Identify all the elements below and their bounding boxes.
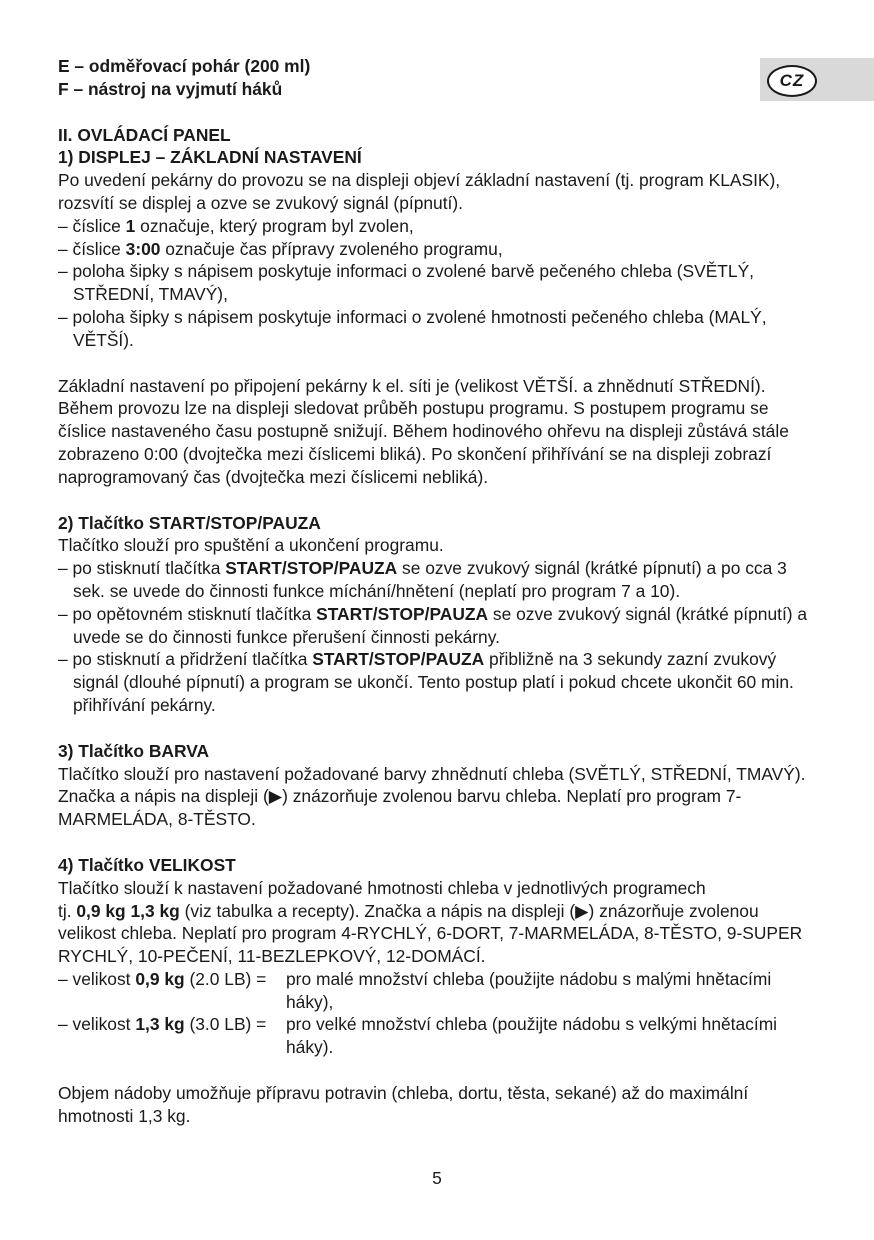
start-stop-item-3: – po stisknutí a přidržení tlačítka START/STOP/PAUZA přibližně na 3 sekundy zazní zvukový signál (dlouhé pípnutí) a program se ukončí. Tento postup platí i pokud chcete ukončit 60 min. přihřívání pekárny. bbox=[58, 649, 794, 715]
display-item-4: – poloha šipky s nápisem poskytuje informaci o zvolené hmotnosti pečeného chleba (MALÝ, VĚTŠÍ). bbox=[58, 306, 767, 350]
page-content bbox=[58, 55, 818, 1128]
size-row-large: – velikost 1,3 kg (3.0 LB) = pro velké množství chleba (použijte nádobu s velkými hnětacími háky). bbox=[58, 1014, 778, 1058]
barva-text: Tlačítko slouží pro nastavení požadované barvy zhnědnutí chleba (SVĚTLÝ, STŘEDNÍ, TMAVÝ). Značka a nápis na displeji (▶) znázorňuje zvolenou barvu chleba. Neplatí pro program 7-MARMELÁDA, 8-TĚSTO. bbox=[58, 763, 806, 830]
velikost-line-1: Tlačítko slouží k nastavení požadované hmotnosti chleba v jednotlivých programech bbox=[58, 877, 706, 898]
start-stop-item-1: – po stisknutí tlačítka START/STOP/PAUZA se ozve zvukový signál (krátké pípnutí) a po cca 3 sek. se uvede do činnosti funkce míchání/hnětení (neplatí pro program 7 a 10). bbox=[58, 558, 787, 601]
display-paragraph-2: Základní nastavení po připojení pekárny k el. síti je (velikost VĚTŠÍ. a zhnědnutí STŘEDNÍ). Během provozu lze na displeji sledovat průběh postupu programu. S postupem programu se číslice nastaveného času postupně snižují. Během hodinového ohřevu na displeji zůstává stále zobrazeno 0:00 (dvojtečka mezi číslicemi bliká). Po skončení přihřívání se na displeji zobrazí naprogramovaný čas (dvojtečka mezi číslicemi nebliká). bbox=[58, 375, 789, 487]
page-number: 5 bbox=[432, 1168, 442, 1188]
display-item-3: – poloha šipky s nápisem poskytuje informaci o zvolené barvě pečeného chleba (SVĚTLÝ, STŘEDNÍ, TMAVÝ), bbox=[58, 261, 755, 305]
size-row-small: – velikost 0,9 kg (2.0 LB) = pro malé množství chleba (použijte nádobu s malými hnětacími háky), bbox=[58, 968, 772, 1012]
velikost-closing: Objem nádoby umožňuje přípravu potravin (chleba, dortu, těsta, sekané) až do maximální hmotnosti 1,3 kg. bbox=[58, 1083, 749, 1126]
part-f: F – nástroj na vyjmutí háků bbox=[58, 78, 283, 99]
section-title: II. OVLÁDACÍ PANEL bbox=[58, 124, 231, 145]
velikost-line-2: tj. 0,9 kg 1,3 kg (viz tabulka a recepty). Značka a nápis na displeji (▶) znázorňuje zvolenou velikost chleba. Neplatí pro program 4-RYCHLÝ, 6-DORT, 7-MARMELÁDA, 8-TĚSTO, 9-SUPER RYCHLÝ, 10-PEČENÍ, 11-BEZLEPKOVÝ, 12-DOMÁCÍ. bbox=[58, 900, 803, 967]
display-item-2: – číslice 3:00 označuje čas přípravy zvoleného programu, bbox=[58, 238, 503, 259]
language-badge: CZ bbox=[767, 65, 817, 97]
velikost-heading: 4) Tlačítko VELIKOST bbox=[58, 854, 236, 875]
display-item-1: – číslice 1 označuje, který program byl zvolen, bbox=[58, 215, 414, 236]
start-stop-item-2: – po opětovném stisknutí tlačítka START/STOP/PAUZA se ozve zvukový signál (krátké pípnutí) a uvede se do činnosti funkce přerušení činnosti pekárny. bbox=[58, 603, 808, 647]
display-intro: Po uvedení pekárny do provozu se na displeji objeví základní nastavení (tj. program KLASIK), rozsvítí se displej a ozve se zvukový signál (pípnutí). bbox=[58, 170, 781, 213]
display-heading: 1) DISPLEJ – ZÁKLADNÍ NASTAVENÍ bbox=[58, 147, 362, 168]
part-e: E – odměřovací pohár (200 ml) bbox=[58, 56, 311, 76]
start-stop-intro: Tlačítko slouží pro spuštění a ukončení programu. bbox=[58, 535, 444, 556]
barva-heading: 3) Tlačítko BARVA bbox=[58, 740, 210, 761]
start-stop-heading: 2) Tlačítko START/STOP/PAUZA bbox=[58, 512, 321, 533]
